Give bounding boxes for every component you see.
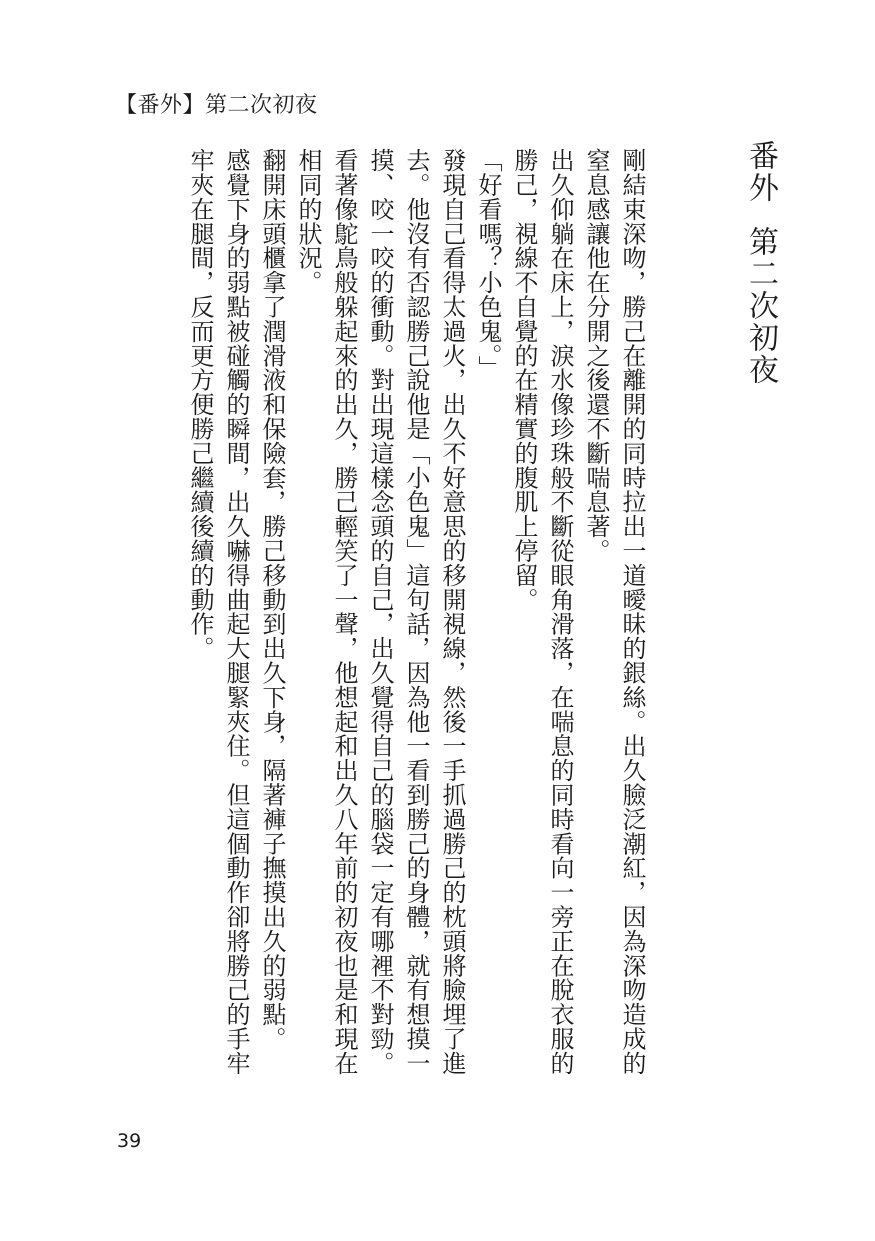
page-number: 39	[117, 1130, 142, 1152]
chapter-title-part1: 番外	[743, 140, 778, 204]
chapter-title	[743, 140, 778, 386]
paragraph: 「好看嗎？小色鬼。」	[474, 148, 502, 380]
paragraph: 出久仰躺在床上，淚水像珍珠般不斷從眼角滑落，在喘息的同時看向一旁正在脫衣服的勝己，視線不自覺的在精實的腹肌上停留。	[510, 148, 574, 1076]
running-header: 【番外】第二次初夜	[115, 93, 318, 118]
body-text	[160, 148, 650, 1088]
paragraph: 感覺下身的弱點被碰觸的瞬間，出久嚇得曲起大腿緊夾住。但這個動作卻將勝己的手牢牢夾在腿間，反而更方便勝己繼續後續的動作。	[186, 148, 250, 1076]
chapter-title-part2: 第二次初夜	[743, 226, 778, 386]
paragraph: 翻開床頭櫃拿了潤滑液和保險套，勝己移動到出久下身，隔著褲子撫摸出久的弱點。	[258, 148, 286, 1051]
paragraph: 發現自己看得太過火，出久不好意思的移開視線，然後一手抓過勝己的枕頭將臉埋了進去。他沒有否認勝己說他是「小色鬼」這句話，因為他一看到勝己的身體，就有想摸一摸、咬一咬的衝動。對出現這樣念頭的自己，出久覺得自己的腦袋一定有哪裡不對勁。	[366, 148, 466, 1076]
paragraph: 看著像鴕鳥般躲起來的出久，勝己輕笑了一聲，他想起和出久八年前的初夜也是和現在相同的狀況。	[294, 148, 358, 1076]
paragraph: 剛結束深吻，勝己在離開的同時拉出一道曖昧的銀絲。出久臉泛潮紅，因為深吻造成的窒息感讓他在分開之後還不斷喘息著。	[582, 148, 646, 1076]
